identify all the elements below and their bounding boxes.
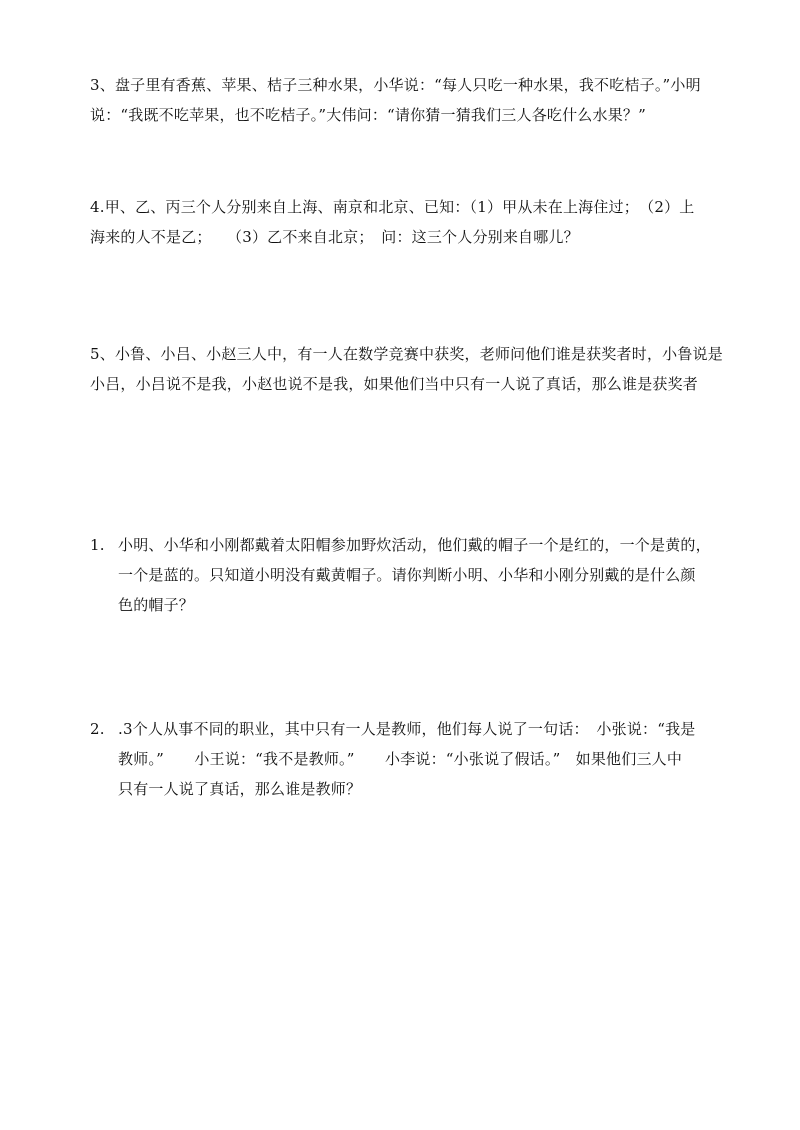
problem-line: 4.甲、乙、丙三个人分别来自上海、南京和北京、已知：（1）甲从未在上海住过； （2）上 bbox=[90, 198, 695, 216]
problem-3 bbox=[90, 70, 740, 130]
problem-line: 海来的人不是乙； （3）乙不来自北京； 问：这三个人分别来自哪儿？ bbox=[90, 228, 579, 246]
problem-4 bbox=[90, 192, 740, 252]
problem-body bbox=[118, 530, 730, 620]
problem-number: 2. bbox=[90, 720, 105, 738]
problem-line: 说：“我既不吃苹果，也不吃桔子。”大伟问：“请你猜一猜我们三人各吃什么水果？” bbox=[90, 106, 646, 124]
problem-number: 1. bbox=[90, 536, 105, 554]
problem-line: 3、盘子里有香蕉、苹果、桔子三种水果，小华说：“每人只吃一种水果，我不吃桔子。”小明 bbox=[90, 76, 701, 94]
problem-line: .3个人从事不同的职业，其中只有一人是教师，他们每人说了一句话： 小张说：“我是 bbox=[118, 720, 696, 738]
problem-line: 5、小鲁、小吕、小赵三人中，有一人在数学竞赛中获奖，老师问他们谁是获奖者时，小鲁说是 bbox=[90, 345, 723, 363]
problem-line: 小吕，小吕说不是我，小赵也说不是我，如果他们当中只有一人说了真话，那么谁是获奖者 bbox=[90, 375, 699, 393]
problem-line: 色的帽子？ bbox=[118, 596, 195, 614]
numbered-problem-2 bbox=[90, 714, 730, 804]
problem-body bbox=[118, 714, 730, 804]
problem-line: 只有一人说了真话，那么谁是教师？ bbox=[118, 780, 362, 798]
numbered-problem-1 bbox=[90, 530, 730, 620]
problem-line: 小明、小华和小刚都戴着太阳帽参加野炊活动，他们戴的帽子一个是红的，一个是黄的， bbox=[118, 536, 711, 554]
problem-line: 教师。” 小王说：“我不是教师。” 小李说：“小张说了假话。” 如果他们三人中 bbox=[118, 750, 683, 768]
problem-5 bbox=[90, 339, 740, 399]
problem-line: 一个是蓝的。只知道小明没有戴黄帽子。请你判断小明、小华和小刚分别戴的是什么颜 bbox=[118, 566, 696, 584]
